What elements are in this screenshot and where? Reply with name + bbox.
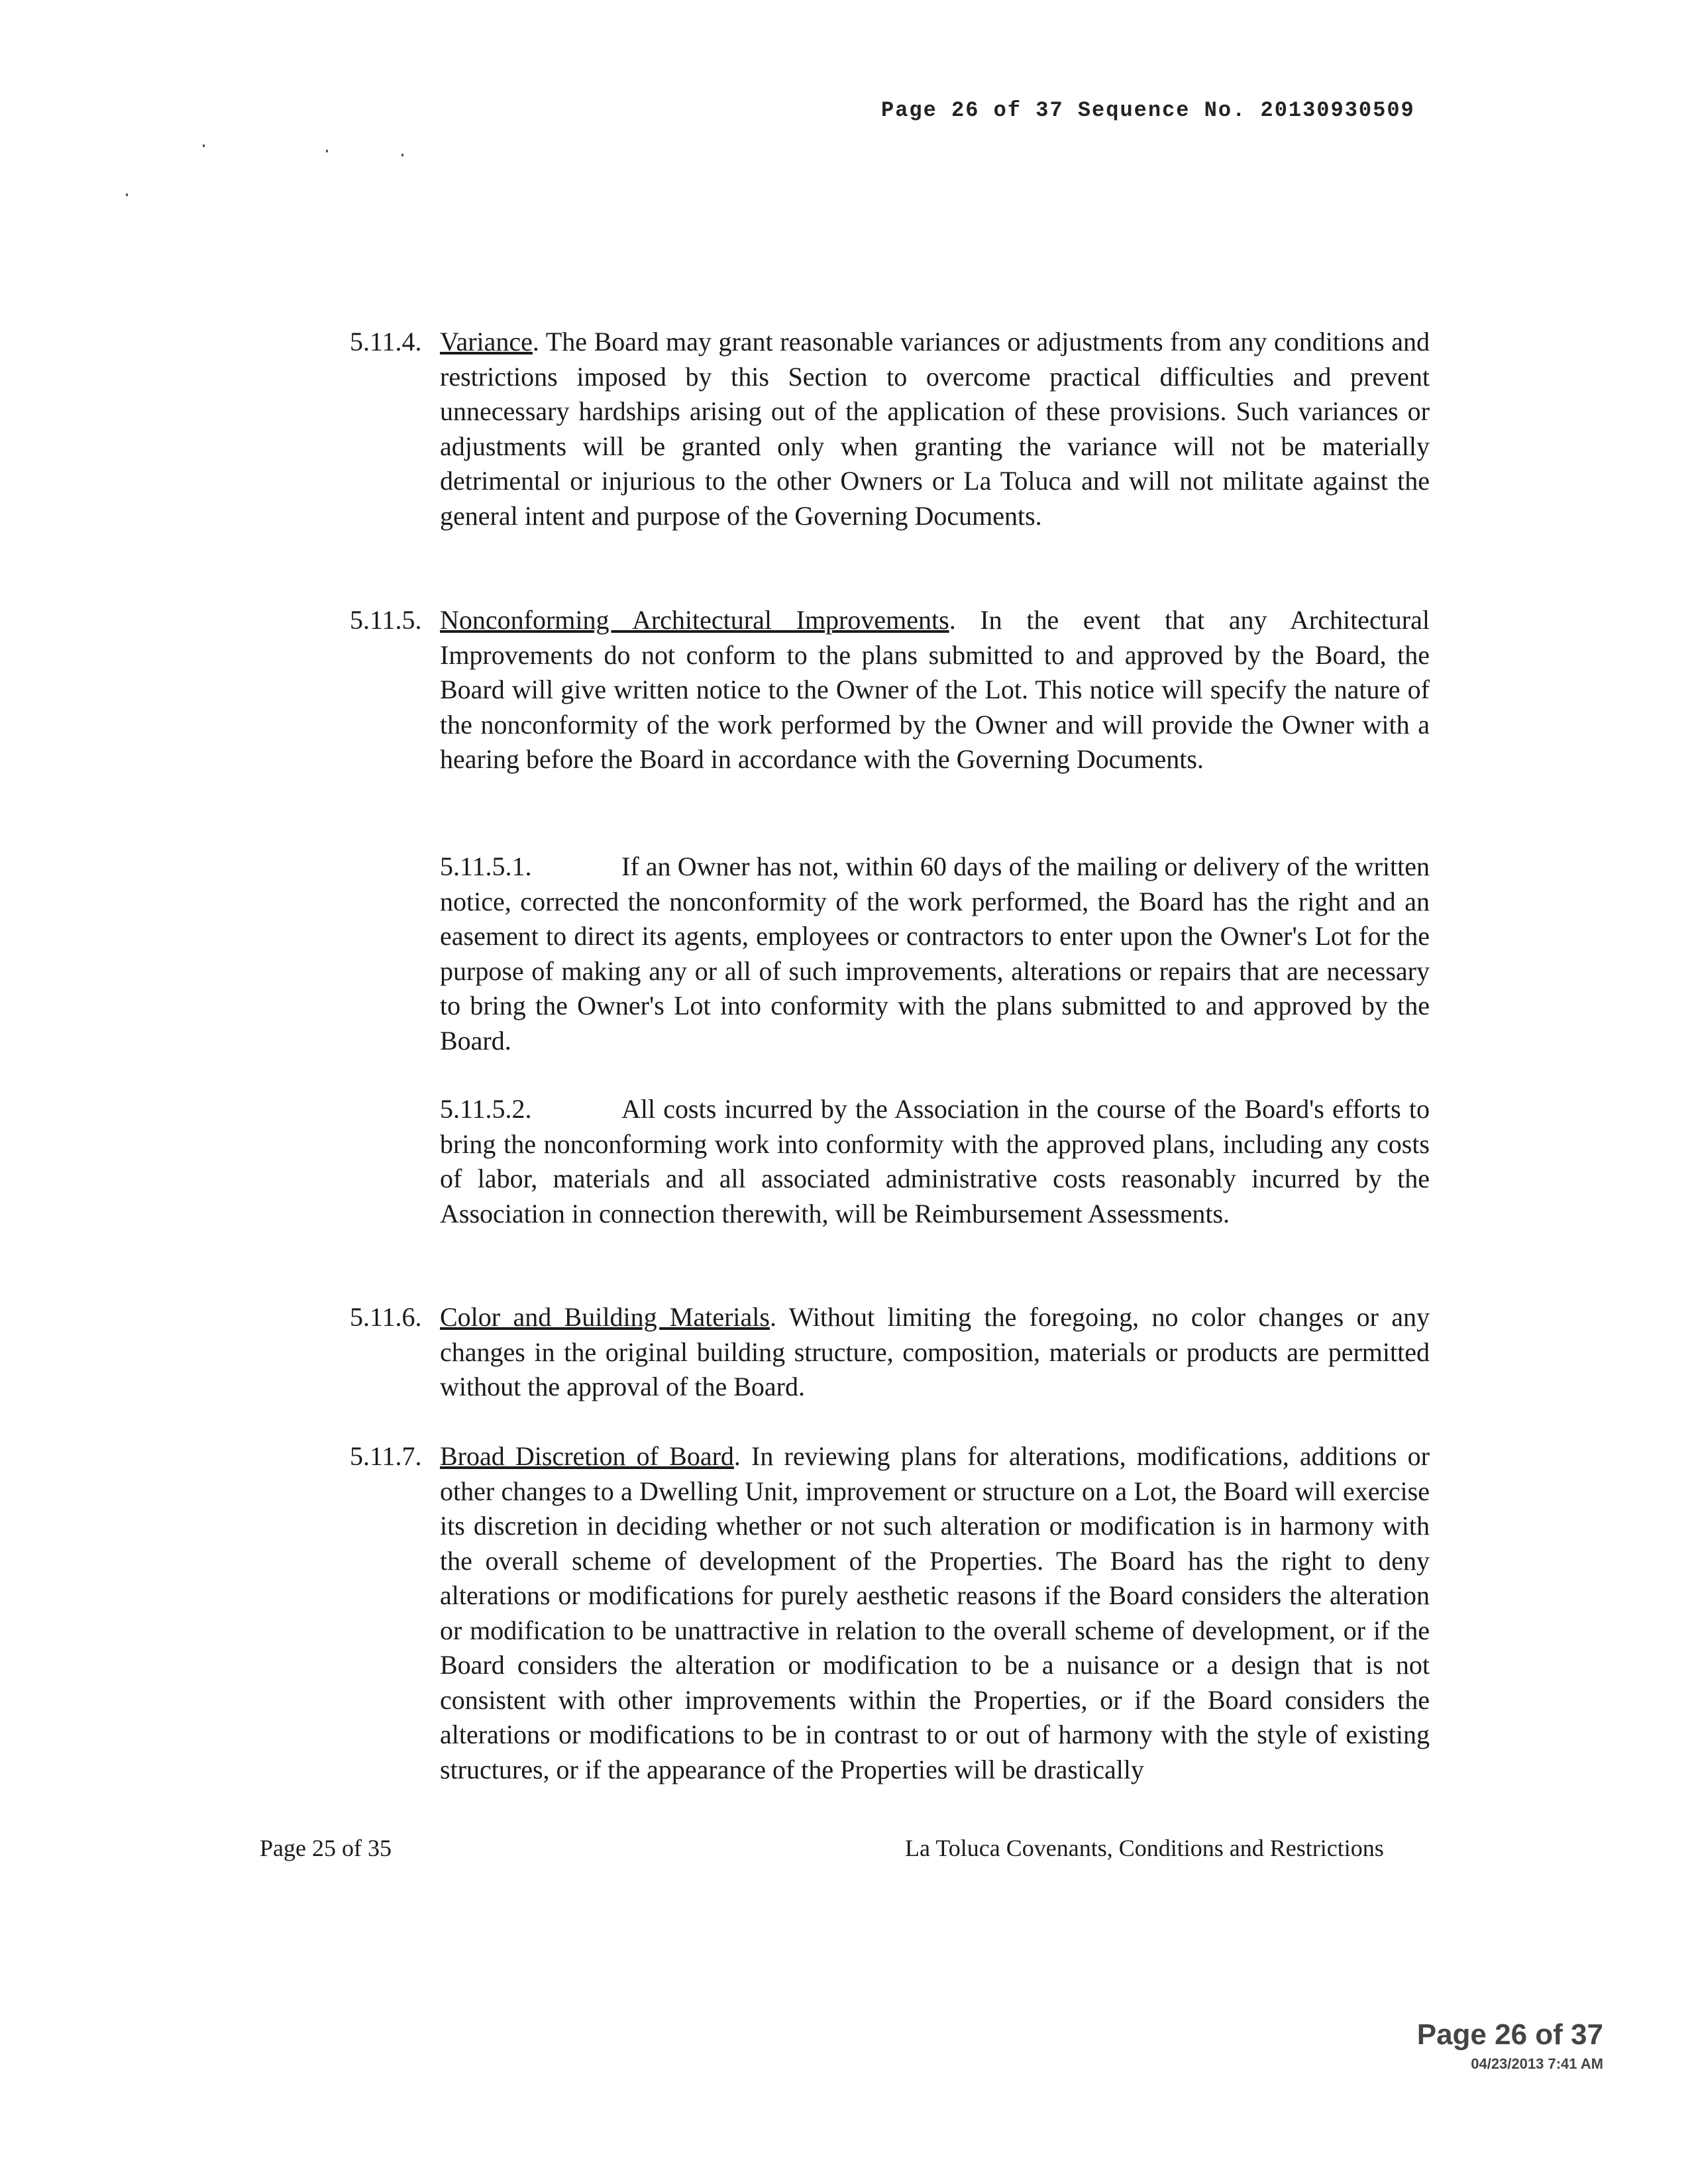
section-number: 5.11.5. (350, 605, 422, 635)
section-5-11-5-2 (350, 1092, 1430, 1231)
scan-speck (126, 193, 128, 196)
section-5-11-4 (350, 325, 1430, 533)
section-5-11-6 (350, 1300, 1430, 1405)
section-text: If an Owner has not, within 60 days of the mailing or delivery of the written notice, corrected the nonconformity of the work performed, the Board has the right and an easement to direct its agents, employees or contractors to enter upon the Owner's Lot for the purpose of making any or all of such improvements, alterations or repairs that are necessary to bring the Owner's Lot into conformity with the plans submitted to and approved by the Board. (440, 851, 1430, 1056)
section-heading: Nonconforming Architectural Improvements (440, 605, 949, 635)
section-text: . The Board may grant reasonable variances or adjustments from any conditions and restrictions imposed by this Section to overcome practical difficulties and prevent unnecessary hardships arising out of the application of these provisions. Such variances or adjustments will be granted only when granting the variance will not be materially detrimental or injurious to the other Owners or La Toluca and will not militate against the general intent and purpose of the Governing Documents. (440, 327, 1430, 531)
section-heading: Variance (440, 327, 533, 356)
section-number: 5.11.7. (350, 1441, 422, 1471)
stamp-page: Page 26 of 37 (1416, 2018, 1603, 2051)
paragraph (350, 603, 1430, 777)
footer-page-number: Page 25 of 35 (260, 1835, 392, 1861)
section-number: 5.11.5.2. (440, 1094, 532, 1124)
section-heading: Broad Discretion of Board (440, 1441, 734, 1471)
section-number: 5.11.4. (350, 327, 422, 356)
section-heading: Color and Building Materials (440, 1302, 770, 1332)
subparagraph (440, 1092, 1430, 1231)
section-text: . Without limiting the foregoing, no color changes or any changes in the original building structure, composition, materials or products are permitted without the approval of the Board. (440, 1302, 1430, 1401)
paragraph (350, 1439, 1430, 1787)
fax-header: Page 26 of 37 Sequence No. 20130930509 (881, 98, 1415, 123)
stamp-datetime: 04/23/2013 7:41 AM (1471, 2055, 1603, 2072)
paragraph (350, 325, 1430, 533)
section-text: . In the event that any Architectural Improvements do not conform to the plans submitted to and approved by the Board, the Board will give written notice to the Owner of the Lot. This notice will specify the nature of the nonconformity of the work performed by the Owner and will provide the Owner with a hearing before the Board in accordance with the Governing Documents. (440, 605, 1430, 774)
paragraph (350, 1300, 1430, 1405)
section-number: 5.11.6. (350, 1302, 422, 1332)
section-5-11-7 (350, 1439, 1430, 1787)
scan-speck (401, 154, 403, 156)
section-5-11-5 (350, 603, 1430, 777)
section-text: . In reviewing plans for alterations, modifications, additions or other changes to a Dwelling Unit, improvement or structure on a Lot, the Board will exercise its discretion in deciding whether or not such alteration or modification is in harmony with the overall scheme of development of the Properties. The Board has the right to deny alterations or modifications for purely aesthetic reasons if the Board considers the alteration or modification to be unattractive in relation to the overall scheme of development, or if the Board considers the alteration or modification to be a nuisance or a design that is not consistent with other improvements within the Properties, or if the Board considers the alterations or modifications to be in contrast to or out of harmony with the style of existing structures, or if the appearance of the Properties will be drastically (440, 1441, 1430, 1784)
subparagraph (440, 849, 1430, 1058)
recording-stamp (1417, 2018, 1603, 2073)
section-5-11-5-1 (350, 849, 1430, 1058)
section-text: All costs incurred by the Association in the course of the Board's efforts to bring the nonconforming work into conformity with the approved plans, including any costs of labor, materials and all associated administrative costs reasonably incurred by the Association in connection therewith, will be Reimbursement Assessments. (440, 1094, 1430, 1228)
scan-speck (203, 144, 205, 147)
scan-speck (326, 150, 328, 152)
footer-document-title: La Toluca Covenants, Conditions and Restrictions (905, 1835, 1384, 1861)
section-number: 5.11.5.1. (440, 851, 532, 881)
